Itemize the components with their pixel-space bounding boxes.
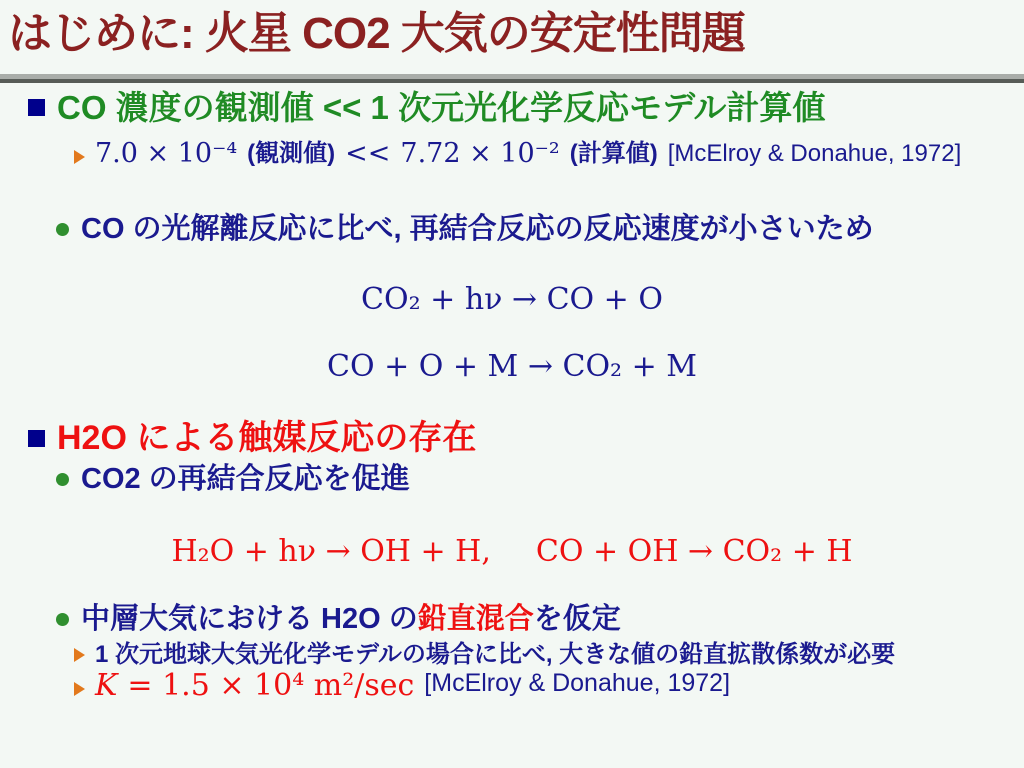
equation-recombination: CO + O + M → CO₂ + M xyxy=(327,349,697,384)
section2-bullet2 xyxy=(56,602,621,637)
triangle-bullet-icon xyxy=(74,648,85,662)
eddy-diffusion-value: = 1.5 × 10⁴ m²/sec xyxy=(127,668,415,703)
citation-2: [McElroy & Donahue, 1972] xyxy=(424,669,731,697)
section2-subitem1 xyxy=(74,641,895,670)
section1-subitem xyxy=(74,138,961,170)
section2-bullet1 xyxy=(56,462,410,497)
equation-co-oh: CO + OH → CO₂ + H xyxy=(535,534,853,569)
much-less-than: << xyxy=(345,138,391,169)
computed-label: (計算値) xyxy=(569,139,658,167)
computed-value: 7.72 × 10⁻² xyxy=(400,138,560,169)
section2-subitem1-text: 1 次元地球大気光化学モデルの場合に比べ, 大きな値の鉛直拡散係数が必要 xyxy=(95,641,896,668)
square-bullet-icon xyxy=(28,430,45,447)
equation-photodissociation: CO₂ + hν → CO + O xyxy=(361,282,663,317)
citation-1: [McElroy & Donahue, 1972] xyxy=(667,139,962,167)
section2-bullet2-post: を仮定 xyxy=(533,603,621,635)
round-bullet-icon xyxy=(56,613,69,626)
round-bullet-icon xyxy=(56,223,69,236)
slide-title: はじめに: 火星 CO2 大気の安定性問題 xyxy=(8,9,745,58)
section2-heading-text: H2O による触媒反応の存在 xyxy=(57,419,477,457)
section2-bullet1-text: CO2 の再結合反応を促進 xyxy=(81,463,410,495)
equation-catalytic-row xyxy=(0,534,1024,569)
section1-heading xyxy=(28,88,825,128)
eddy-diffusion-variable: K xyxy=(95,668,118,703)
round-bullet-icon xyxy=(56,473,69,486)
section1-heading-text: CO 濃度の観測値 << 1 次元光化学反応モデル計算値 xyxy=(57,89,826,126)
observed-value: 7.0 × 10⁻⁴ xyxy=(95,138,238,169)
equation-h2o-photolysis: H₂O + hν → OH + H, xyxy=(171,534,491,569)
section2-bullet2-pre: 中層大気における H2O の xyxy=(81,603,418,635)
title-rule xyxy=(0,74,1024,83)
section1-bullet-text: CO の光解離反応に比べ, 再結合反応の反応速度が小さいため xyxy=(81,213,874,245)
triangle-bullet-icon xyxy=(74,150,85,164)
section2-heading xyxy=(28,418,476,459)
triangle-bullet-icon xyxy=(74,682,85,696)
section1-bullet xyxy=(56,212,874,247)
section2-subitem2 xyxy=(74,668,730,704)
square-bullet-icon xyxy=(28,99,45,116)
section2-bullet2-highlight: 鉛直混合 xyxy=(417,603,534,635)
observed-label: (観測値) xyxy=(247,139,336,167)
